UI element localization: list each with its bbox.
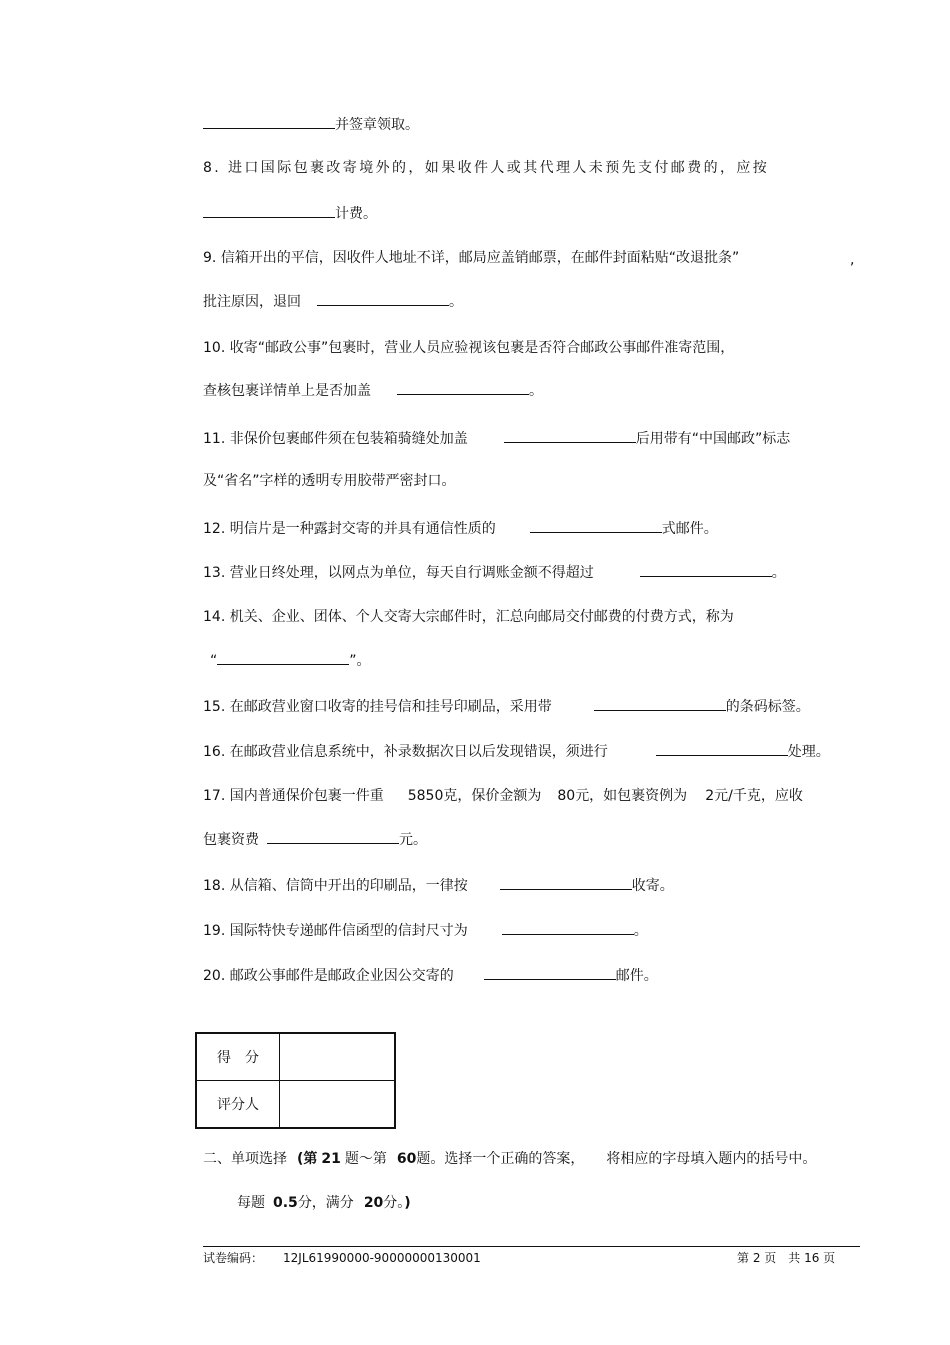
- q15-line: [203, 696, 810, 717]
- q17-p1: 17. 国内普通保价包裹一件重: [203, 788, 384, 804]
- q20-after: 邮件。: [615, 968, 658, 984]
- grader-cell[interactable]: [280, 1081, 396, 1129]
- q15-after: 的条码标签。: [725, 699, 810, 715]
- section2-mid: 题～第: [344, 1151, 387, 1167]
- section2-line2-a: 每题: [237, 1195, 265, 1211]
- section2-part2: 题。选择一个正确的答案，: [416, 1151, 585, 1167]
- q17-line2: [203, 829, 427, 850]
- section2-per: 0.5: [273, 1195, 298, 1211]
- answer-blank[interactable]: [656, 741, 788, 756]
- section2-open: (第: [297, 1151, 318, 1167]
- q14-open-quote: “: [210, 653, 218, 669]
- q8-after: 计费。: [335, 206, 377, 222]
- q7-tail: [203, 114, 419, 135]
- q8-line1: 8. 进口国际包裹改寄境外的，如果收件人或其代理人未预先支付邮费的，应按: [203, 160, 770, 176]
- q9-line1: 9. 信箱开出的平信，因收件人地址不详，邮局应盖销邮票，在邮件封面粘贴“改退批条”: [203, 250, 740, 266]
- q12-line: [203, 518, 718, 539]
- grader-label: 评分人: [196, 1081, 280, 1129]
- q9-after: 。: [449, 294, 463, 310]
- q18-before: 18. 从信箱、信筒中开出的印刷品，一律按: [203, 878, 468, 894]
- q19-line: [203, 920, 648, 941]
- q11-line2: 及“省名”字样的透明专用胶带严密封口。: [203, 473, 456, 489]
- q20-line: [203, 965, 658, 986]
- q16-before: 16. 在邮政营业信息系统中，补录数据次日以后发现错误，须进行: [203, 744, 608, 760]
- q11-after: 后用带有“中国邮政”标志: [635, 431, 791, 447]
- answer-blank[interactable]: [530, 518, 662, 533]
- q17-p2: 克，保价金额为: [443, 788, 542, 804]
- answer-blank[interactable]: [640, 562, 772, 577]
- q19-after: 。: [633, 923, 648, 939]
- q14-line1: 14. 机关、企业、团体、个人交寄大宗邮件时，汇总向邮局交付邮费的付费方式，称为: [203, 609, 734, 625]
- q13-line: [203, 562, 786, 583]
- q14-line2: [210, 650, 371, 671]
- answer-blank[interactable]: [203, 203, 335, 218]
- section2-close: ): [404, 1195, 411, 1211]
- footer-code-value: 12JL61990000-90000000130001: [283, 1251, 481, 1265]
- section2-end: 60: [396, 1151, 417, 1167]
- section2-title: 二、单项选择: [203, 1151, 287, 1167]
- q17-amount: 80: [557, 788, 576, 804]
- q9-comma: ,: [850, 252, 855, 268]
- section2-line2-c: 分。: [383, 1195, 405, 1211]
- q17-line1: [203, 786, 803, 806]
- q11-line1: [203, 428, 790, 449]
- q10-line2-text: 查核包裹详情单上是否加盖: [203, 383, 371, 399]
- score-table: [195, 1032, 396, 1129]
- footer-code: [203, 1250, 481, 1266]
- q10-line2: [203, 380, 543, 401]
- answer-blank[interactable]: [500, 875, 632, 890]
- q9-line2: [203, 291, 463, 312]
- q10-line1: 10. 收寄“邮政公事”包裹时，营业人员应验视该包裹是否符合邮政公事邮件准寄范围，: [203, 340, 735, 356]
- section2-heading: [203, 1149, 816, 1169]
- q13-after: 。: [771, 565, 786, 581]
- q17-weight: 5850: [407, 788, 444, 804]
- answer-blank[interactable]: [504, 428, 636, 443]
- q11-before: 11. 非保价包裹邮件须在包装箱骑缝处加盖: [203, 431, 468, 447]
- score-cell[interactable]: [280, 1033, 396, 1081]
- answer-blank[interactable]: [594, 696, 726, 711]
- score-label: 得 分: [196, 1033, 280, 1081]
- footer-page-info: 第 2 页 共 16 页: [737, 1251, 836, 1265]
- q17-p4: 元/千克，应收: [714, 788, 803, 804]
- section2-start: 21: [321, 1151, 341, 1167]
- q19-before: 19. 国际特快专递邮件信函型的信封尺寸为: [203, 923, 468, 939]
- answer-blank[interactable]: [217, 650, 349, 665]
- q15-before: 15. 在邮政营业窗口收寄的挂号信和挂号印刷品，采用带: [203, 699, 552, 715]
- q14-close: ”。: [349, 653, 371, 669]
- q8-line2: [203, 203, 377, 224]
- q7-after: 并签章领取。: [335, 117, 419, 133]
- q18-after: 收寄。: [631, 878, 674, 894]
- answer-blank[interactable]: [267, 829, 399, 844]
- q10-after: 。: [529, 383, 543, 399]
- q13-before: 13. 营业日终处理，以网点为单位，每天自行调账金额不得超过: [203, 565, 594, 581]
- section2-part3: 将相应的字母填入题内的括号中。: [606, 1151, 817, 1167]
- q17-rate: 2: [705, 788, 715, 804]
- q20-before: 20. 邮政公事邮件是邮政企业因公交寄的: [203, 968, 454, 984]
- q17-p3: 元，如包裹资例为: [575, 788, 688, 804]
- footer-divider: [203, 1246, 860, 1247]
- q12-after: 式邮件。: [661, 521, 718, 537]
- answer-blank[interactable]: [502, 920, 634, 935]
- answer-blank[interactable]: [397, 380, 529, 395]
- section2-line2: [237, 1193, 411, 1213]
- section2-line2-b: 分，满分: [297, 1195, 354, 1211]
- answer-blank[interactable]: [203, 114, 335, 129]
- q17-after: 元。: [399, 832, 427, 848]
- section2-total: 20: [363, 1195, 384, 1211]
- answer-blank[interactable]: [317, 291, 449, 306]
- q16-after: 处理。: [787, 744, 830, 760]
- q17-line2-text: 包裹资费: [203, 832, 259, 848]
- q9-line2-text: 批注原因，退回: [203, 294, 301, 310]
- footer-code-label: 试卷编码：: [203, 1251, 264, 1265]
- answer-blank[interactable]: [484, 965, 616, 980]
- q16-line: [203, 741, 830, 762]
- q12-before: 12. 明信片是一种露封交寄的并具有通信性质的: [203, 521, 496, 537]
- q18-line: [203, 875, 674, 896]
